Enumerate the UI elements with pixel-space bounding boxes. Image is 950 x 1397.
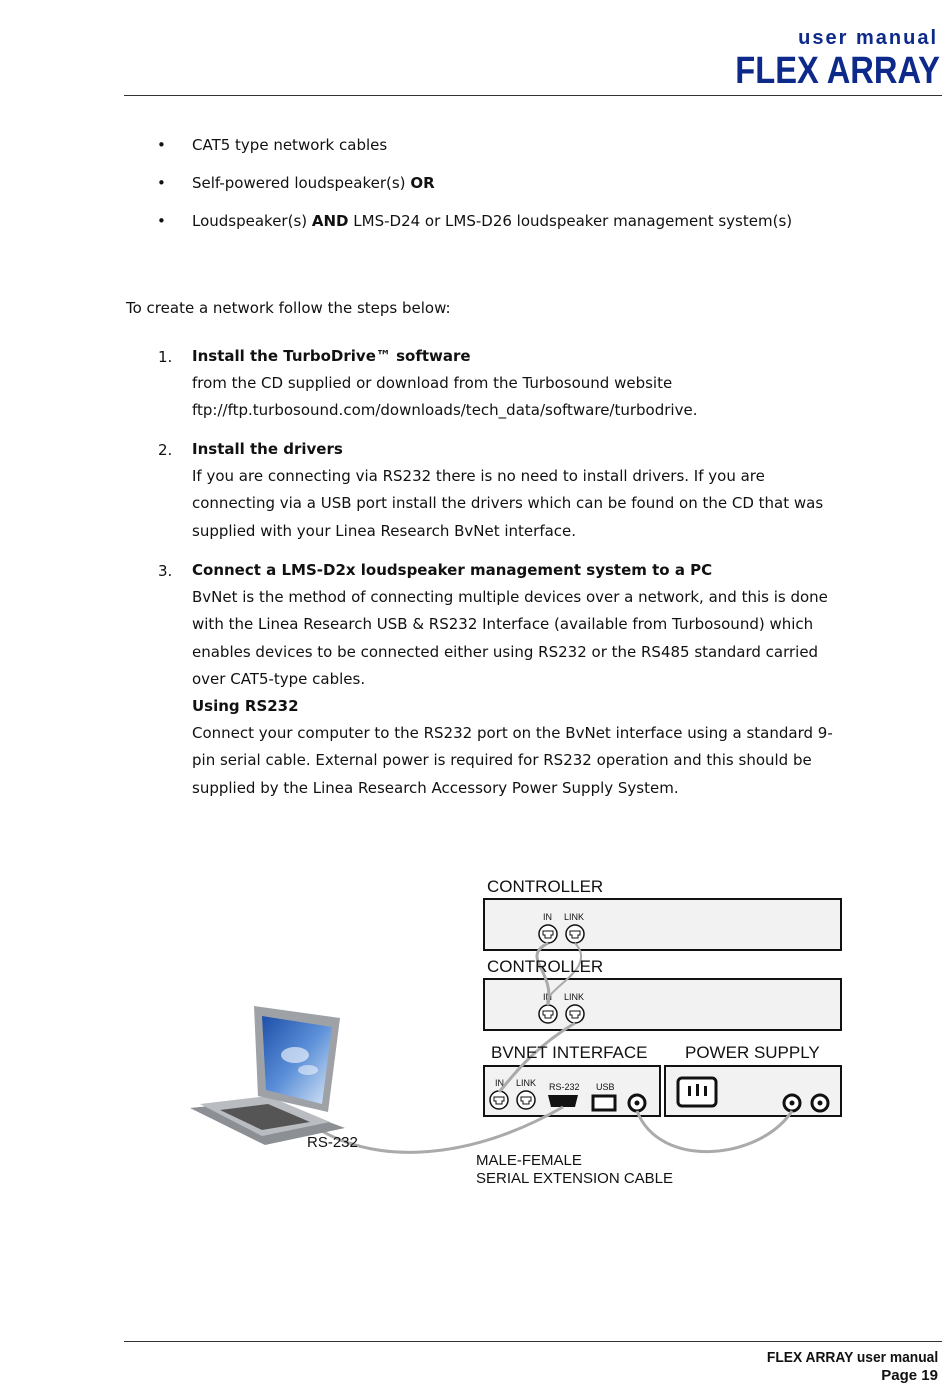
cable-label-line1: MALE-FEMALE: [476, 1152, 582, 1169]
port-link-label: LINK: [516, 1078, 537, 1088]
step-line: connecting via a USB port install the drivers which can be found on the CD that was: [192, 494, 824, 513]
intro-text: To create a network follow the steps below:: [126, 299, 451, 317]
step-line: enables devices to be connected either using RS232 or the RS485 standard carried: [192, 642, 819, 661]
step-line: If you are connecting via RS232 there is no need to install drivers. If you are: [192, 467, 765, 486]
page-number: Page 19: [881, 1367, 938, 1384]
step-title: Install the drivers: [192, 440, 343, 458]
header-subtitle: user manual: [798, 27, 938, 49]
bullet-item: Loudspeaker(s) AND LMS-D24 or LMS-D26 loudspeaker management system(s): [192, 212, 793, 230]
rj45-in-port: [539, 1005, 557, 1023]
step-title: Install the TurboDrive™ software: [192, 347, 471, 365]
db9-port: [548, 1095, 578, 1107]
step-title: Connect a LMS-D2x loudspeaker management system to a PC: [192, 561, 713, 579]
step-line: supplied with your Linea Research BvNet interface.: [192, 521, 577, 540]
usb-port: [593, 1096, 615, 1110]
port-link-label: LINK: [564, 912, 585, 922]
footer-title: FLEX ARRAY user manual: [766, 1349, 938, 1366]
step-number: 2.: [158, 441, 173, 459]
laptop-image: [190, 1006, 345, 1145]
step-3: [192, 557, 832, 802]
step-line: BvNet is the method of connecting multiple devices over a network, and this is done: [192, 588, 828, 607]
step-subtitle: Using RS232: [192, 697, 299, 716]
cable-label-line2: SERIAL EXTENSION CABLE: [476, 1170, 674, 1187]
rj45-in-port: [490, 1091, 508, 1109]
bullet-dot: •: [157, 136, 166, 154]
step-line: with the Linea Research USB & RS232 Interface (available from Turbosound) which: [192, 615, 814, 634]
step-2: [192, 436, 832, 545]
port-usb-label: USB: [596, 1082, 615, 1092]
header-title: FLEX ARRAY: [735, 50, 940, 92]
step-line: from the CD supplied or download from the Turbosound website: [192, 374, 673, 393]
step-line: pin serial cable. External power is required for RS232 operation and this should be: [192, 751, 812, 770]
rj45-link-port: [517, 1091, 535, 1109]
bullet-item: CAT5 type network cables: [192, 136, 388, 154]
port-rs232-label: RS-232: [549, 1082, 580, 1092]
bvnet-interface-label: BVNET INTERFACE: [491, 1043, 648, 1062]
controller-1-box: [484, 899, 841, 950]
step-number: 1.: [158, 348, 173, 366]
controller-2-box: [484, 979, 841, 1030]
step-line: ftp://ftp.turbosound.com/downloads/tech_data/software/turbodrive.: [192, 401, 698, 420]
step-number: 3.: [158, 562, 173, 580]
rj45-link-port: [566, 925, 584, 943]
power-cable: [637, 1111, 792, 1152]
rj45-link-port: [566, 1005, 584, 1023]
port-in-label: IN: [495, 1078, 504, 1088]
step-line: Connect your computer to the RS232 port on the BvNet interface using a standard 9-: [192, 724, 833, 743]
port-link-label: LINK: [564, 992, 585, 1002]
bullet-dot: •: [157, 212, 166, 230]
controller-2-label: CONTROLLER: [487, 957, 604, 976]
laptop-port-label: RS-232: [307, 1134, 358, 1151]
header-rule: [124, 95, 942, 96]
connection-diagram: [0, 860, 950, 1200]
port-in-label: IN: [543, 992, 552, 1002]
step-line: supplied by the Linea Research Accessory Power Supply System.: [192, 778, 679, 797]
rj45-in-port: [539, 925, 557, 943]
bullet-item: Self-powered loudspeaker(s) OR: [192, 174, 435, 192]
port-in-label: IN: [543, 912, 552, 922]
footer-rule: [124, 1341, 942, 1342]
step-line: over CAT5-type cables.: [192, 669, 366, 688]
step-1: [192, 343, 832, 425]
controller-1-label: CONTROLLER: [487, 877, 604, 896]
bullet-dot: •: [157, 174, 166, 192]
power-supply-label: POWER SUPPLY: [685, 1043, 820, 1062]
